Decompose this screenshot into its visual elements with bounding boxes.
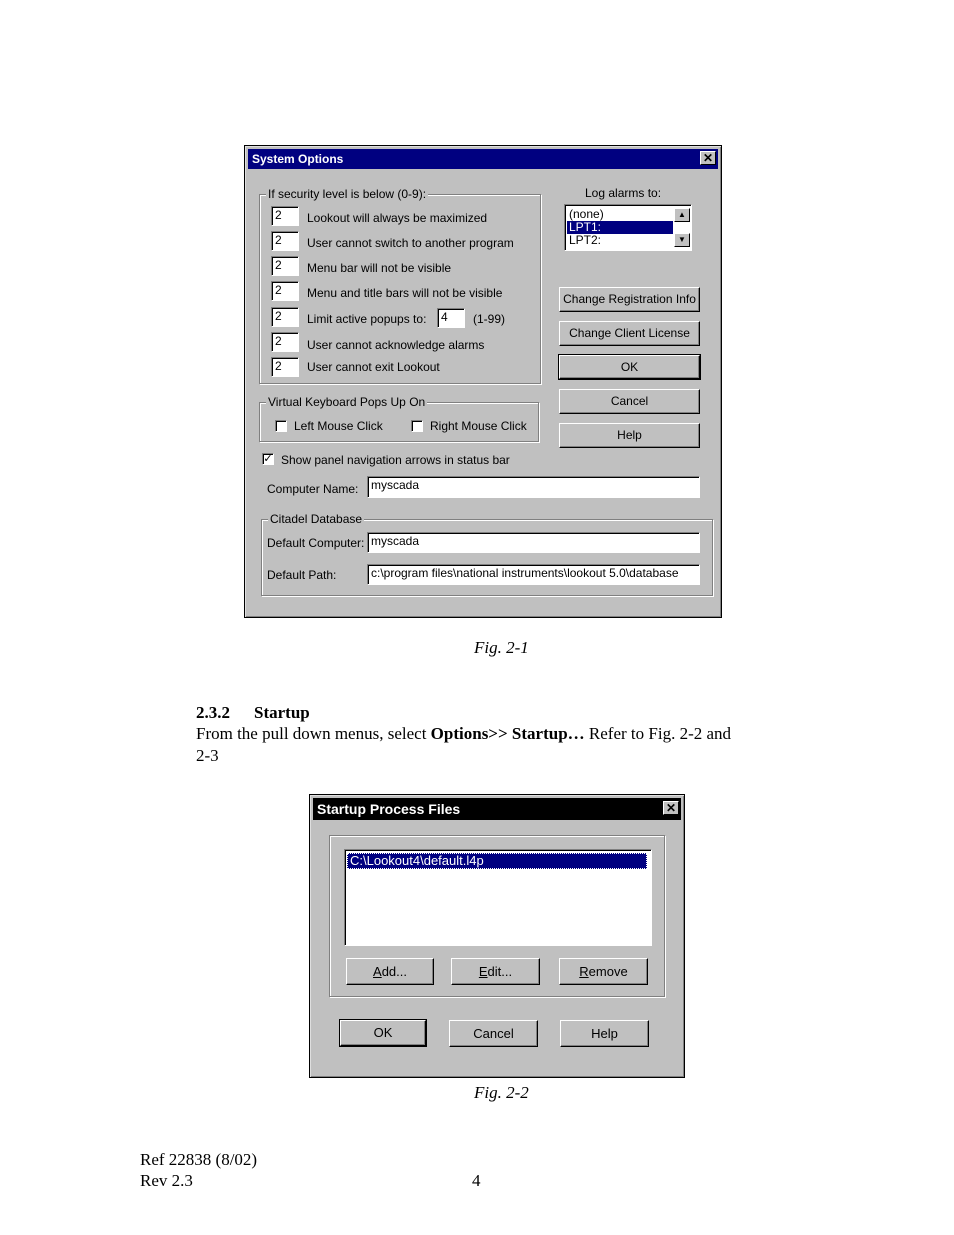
security-label-maximized: Lookout will always be maximized bbox=[307, 211, 488, 225]
show-nav-arrows-checkbox[interactable]: ✓ bbox=[263, 453, 273, 465]
default-computer-label: Default Computer: bbox=[267, 536, 365, 550]
security-level-input-maximized[interactable]: 2 bbox=[271, 206, 299, 226]
section-body-line2: 2-3 bbox=[196, 746, 219, 765]
body-text-pre: From the pull down menus, select bbox=[196, 724, 431, 743]
startup-close-icon[interactable]: ✕ bbox=[663, 801, 679, 815]
figure-caption-1: Fig. 2-1 bbox=[474, 638, 529, 657]
right-mouse-click-checkbox[interactable] bbox=[411, 420, 423, 432]
security-level-input-acknowledge[interactable]: 2 bbox=[271, 332, 299, 352]
security-level-input-popups[interactable]: 2 bbox=[271, 307, 299, 327]
vk-group-label: Virtual Keyboard Pops Up On bbox=[268, 395, 426, 409]
figure-caption-2: Fig. 2-2 bbox=[474, 1083, 529, 1102]
left-mouse-click-checkbox[interactable] bbox=[275, 420, 287, 432]
section-title: Startup bbox=[254, 703, 310, 722]
dialog-title: System Options bbox=[252, 152, 344, 166]
close-icon[interactable]: ✕ bbox=[700, 151, 716, 165]
startup-process-files-dialog bbox=[309, 794, 685, 1078]
log-option-lpt2[interactable]: LPT2: bbox=[569, 233, 602, 247]
security-label-popups: Limit active popups to: bbox=[307, 312, 427, 326]
popups-limit-input[interactable]: 4 bbox=[437, 308, 465, 328]
security-label-switch: User cannot switch to another program bbox=[307, 236, 514, 250]
change-license-button[interactable]: Change Client License bbox=[559, 321, 700, 346]
scroll-down-icon[interactable]: ▼ bbox=[674, 233, 690, 247]
section-number: 2.3.2 bbox=[196, 703, 230, 722]
log-alarms-list[interactable] bbox=[564, 204, 692, 251]
edit-accel: E bbox=[478, 964, 488, 979]
add-accel: A bbox=[373, 964, 382, 979]
footer-rev: Rev 2.3 bbox=[140, 1171, 193, 1190]
body-text-bold: Options>> Startup… bbox=[430, 724, 585, 743]
log-option-lpt1[interactable]: LPT1: bbox=[567, 221, 673, 234]
startup-file-item[interactable]: C:\Lookout4\default.l4p bbox=[347, 853, 647, 869]
startup-cancel-button[interactable]: Cancel bbox=[449, 1020, 538, 1047]
security-level-input-switch[interactable]: 2 bbox=[271, 231, 299, 251]
add-rest: dd... bbox=[381, 964, 407, 979]
security-label-titlebars: Menu and title bars will not be visible bbox=[307, 286, 503, 300]
right-mouse-click-label: Right Mouse Click bbox=[430, 419, 527, 433]
startup-ok-button[interactable]: OK bbox=[340, 1020, 426, 1046]
computer-name-input[interactable]: myscada bbox=[367, 476, 700, 498]
computer-name-label: Computer Name: bbox=[267, 482, 359, 496]
add-button[interactable] bbox=[346, 958, 434, 985]
startup-files-list[interactable] bbox=[344, 849, 652, 946]
page-number: 4 bbox=[472, 1171, 481, 1190]
system-options-dialog bbox=[244, 145, 722, 618]
startup-help-button[interactable]: Help bbox=[560, 1020, 649, 1047]
popups-range-label: (1-99) bbox=[473, 312, 506, 326]
citadel-group-label: Citadel Database bbox=[270, 512, 363, 526]
default-computer-input[interactable]: myscada bbox=[367, 532, 700, 553]
ok-button[interactable]: OK bbox=[559, 355, 700, 379]
change-registration-button[interactable]: Change Registration Info bbox=[559, 287, 700, 312]
edit-rest: dit... bbox=[487, 964, 513, 979]
left-mouse-click-label: Left Mouse Click bbox=[294, 419, 383, 433]
default-path-label: Default Path: bbox=[267, 568, 337, 582]
default-path-input[interactable]: c:\program files\national instruments\lookout 5.0\database bbox=[367, 564, 700, 585]
section-body-line1 bbox=[196, 724, 731, 744]
section-heading bbox=[196, 703, 310, 723]
security-group-label: If security level is below (0-9): bbox=[268, 187, 427, 201]
body-text-post: Refer to Fig. 2-2 and bbox=[584, 724, 732, 743]
security-label-menubar: Menu bar will not be visible bbox=[307, 261, 452, 275]
startup-dialog-title-bar[interactable] bbox=[313, 798, 681, 820]
security-level-input-exit[interactable]: 2 bbox=[271, 357, 299, 377]
remove-rest: emove bbox=[588, 964, 628, 979]
log-option-none[interactable]: (none) bbox=[569, 207, 604, 221]
security-label-exit: User cannot exit Lookout bbox=[307, 360, 440, 374]
log-alarms-label: Log alarms to: bbox=[585, 186, 662, 200]
security-level-input-menubar[interactable]: 2 bbox=[271, 256, 299, 276]
remove-button[interactable] bbox=[559, 958, 648, 985]
show-nav-arrows-label: Show panel navigation arrows in status bar bbox=[281, 453, 510, 467]
edit-button[interactable] bbox=[451, 958, 540, 985]
dialog-title-bar[interactable] bbox=[248, 149, 718, 169]
cancel-button[interactable]: Cancel bbox=[559, 389, 700, 414]
help-button[interactable]: Help bbox=[559, 423, 700, 448]
startup-dialog-title: Startup Process Files bbox=[317, 801, 461, 817]
remove-accel: R bbox=[579, 964, 589, 979]
security-label-acknowledge: User cannot acknowledge alarms bbox=[307, 338, 485, 352]
footer-ref: Ref 22838 (8/02) bbox=[140, 1150, 258, 1169]
scroll-up-icon[interactable]: ▲ bbox=[674, 208, 690, 222]
security-level-input-titlebars[interactable]: 2 bbox=[271, 281, 299, 301]
